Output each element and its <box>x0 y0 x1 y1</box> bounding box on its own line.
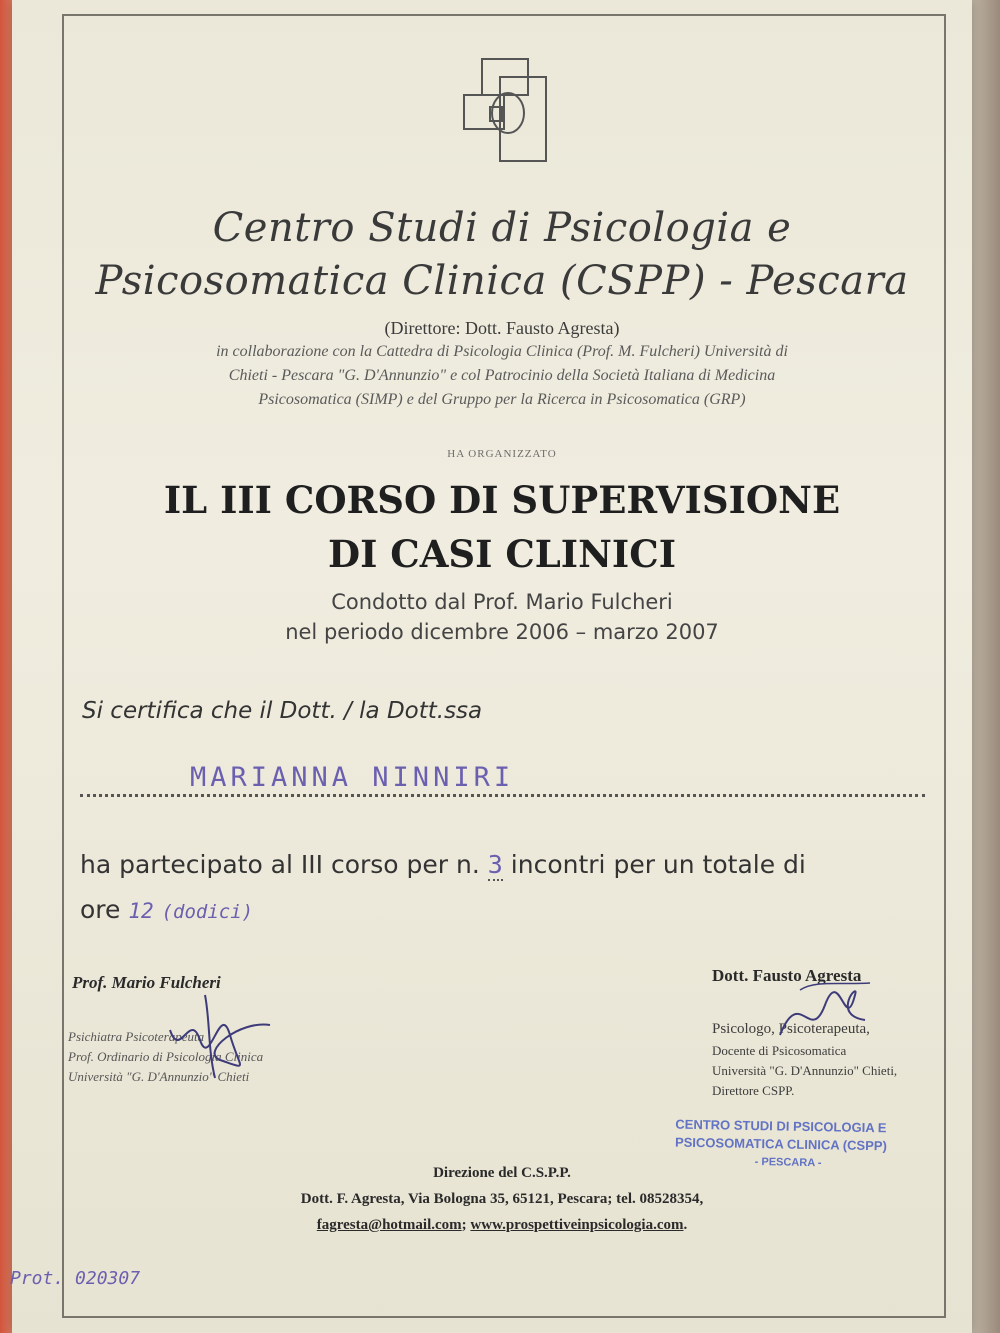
left-signatory-role1: Psichiatra Psicoterapeuta <box>68 1029 205 1044</box>
left-signature-icon <box>160 990 280 1080</box>
stamp-line1: CENTRO STUDI DI PSICOLOGIA E <box>675 1116 887 1136</box>
right-signatory-role4: Direttore CSPP. <box>712 1083 795 1098</box>
footer-contacts <box>62 1214 942 1237</box>
footer-email-link[interactable]: fagresta@hotmail.com <box>316 1217 462 1233</box>
right-signatory-role1: Psicologo, Psicoterapeuta, <box>712 1021 870 1037</box>
footer-address: Dott. F. Agresta, Via Bologna 35, 65121, Pescara; tel. 08528354, <box>300 1191 704 1207</box>
hours-value: 12 <box>128 899 154 923</box>
course-period: nel periodo dicembre 2006 – marzo 2007 <box>285 620 719 644</box>
collaboration-line1: in collaborazione con la Cattedra di Psicologia Clinica (Prof. M. Fulcheri) Università di <box>216 343 788 360</box>
organized-label: HA ORGANIZZATO <box>447 448 557 460</box>
participation-prefix: ha partecipato al III corso per n. <box>80 850 480 879</box>
participant-name: MARIANNA NINNIRI <box>190 762 515 793</box>
center-title-line1: Centro Studi di Psicologia e <box>212 205 792 251</box>
stamp-line3: - PESCARA - <box>754 1156 822 1170</box>
collaboration-line2: Chieti - Pescara "G. D'Annunzio" e col Patrocinio della Società Italiana di Medicina <box>228 367 776 384</box>
meetings-count: 3 <box>487 850 503 879</box>
left-signatory-role2: Prof. Ordinario di Psicologia Clinica <box>68 1049 264 1064</box>
course-title-line1: IL III CORSO DI SUPERVISIONE <box>163 478 841 522</box>
left-signatory-name: Prof. Mario Fulcheri <box>72 973 221 992</box>
right-signatory-role2: Docente di Psicosomatica <box>712 1043 847 1058</box>
registration-label: Prot. <box>10 1268 65 1289</box>
footer-end: . <box>683 1217 688 1233</box>
director-line: (Direttore: Dott. Fausto Agresta) <box>384 318 620 338</box>
right-signatory-name: Dott. Fausto Agresta <box>712 966 862 985</box>
left-signatory-role3: Università "G. D'Annunzio" Chieti <box>68 1069 250 1084</box>
certify-intro: Si certifica che il Dott. / la Dott.ssa <box>82 698 483 724</box>
hours-in-words: (dodici) <box>161 901 254 923</box>
registration-number <box>10 1268 140 1289</box>
footer-website-link[interactable]: www.prospettiveinpsicologia.com <box>470 1217 684 1233</box>
course-conductor: Condotto dal Prof. Mario Fulcheri <box>331 590 673 614</box>
course-title-line2: DI CASI CLINICI <box>328 532 676 576</box>
participation-suffix: incontri per un totale di <box>510 850 806 879</box>
right-signature-icon <box>770 975 880 1055</box>
footer-separator: ; <box>461 1217 467 1233</box>
cspp-logo-icon <box>460 55 550 165</box>
participation-line <box>80 850 806 879</box>
registration-value: 020307 <box>75 1268 141 1289</box>
stamp-line2: PSICOSOMATICA CLINICA (CSPP) <box>674 1134 887 1154</box>
footer-direction: Direzione del C.S.P.P. <box>433 1165 571 1181</box>
hours-prefix: ore <box>80 895 121 924</box>
hours-line <box>80 895 253 924</box>
right-signatory-role3: Università "G. D'Annunzio" Chieti, <box>712 1063 898 1078</box>
collaboration-line3: Psicosomatica (SIMP) e del Gruppo per la Ricerca in Psicosomatica (GRP) <box>258 391 746 408</box>
center-title-line2: Psicosomatica Clinica (CSPP) - Pescara <box>95 258 909 304</box>
